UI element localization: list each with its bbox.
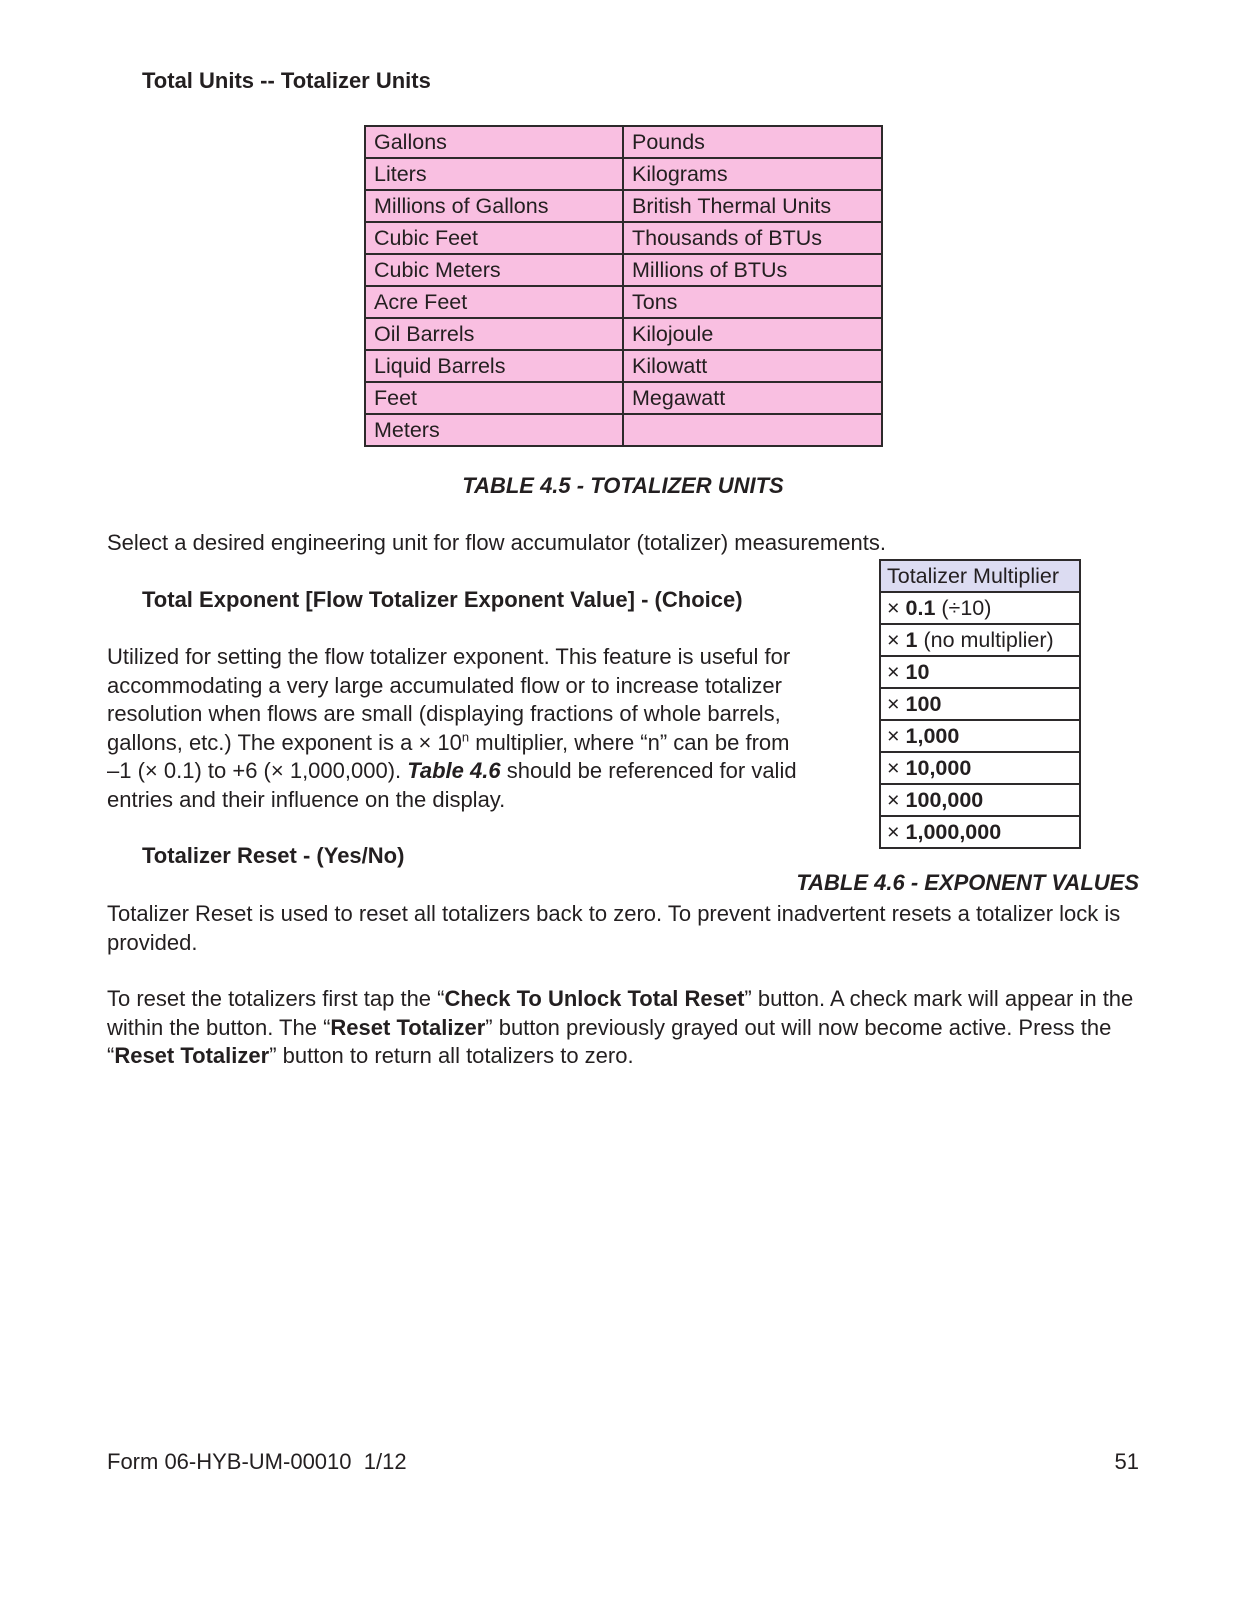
multiplier-value: 10	[905, 660, 930, 684]
instruction-text: “	[107, 1043, 115, 1068]
units-table-row	[365, 382, 882, 414]
multiplier-note: (no multiplier)	[917, 628, 1054, 652]
units-table-row	[365, 286, 882, 318]
exponent-text: should be referenced for valid	[500, 758, 797, 783]
exponent-table-row	[880, 624, 1080, 656]
reset-instruction-line	[107, 1014, 1147, 1043]
footer-form-number: Form 06-HYB-UM-00010 1/12	[107, 1449, 407, 1474]
total-exponent-paragraph	[107, 643, 827, 814]
volume-unit-cell: Cubic Meters	[365, 254, 623, 286]
mass-energy-unit-cell	[623, 414, 882, 446]
instruction-text: ” button. A check mark will appear in the	[744, 986, 1134, 1011]
exponent-table-row	[880, 816, 1080, 848]
multiplier-cell	[880, 656, 1080, 688]
mass-energy-unit-cell: Tons	[623, 286, 882, 318]
volume-unit-cell: Liquid Barrels	[365, 350, 623, 382]
instruction-text: ” button previously grayed out will now become active. Press the	[485, 1014, 1112, 1040]
reset-line: provided.	[107, 929, 198, 955]
mass-energy-unit-cell: Thousands of BTUs	[623, 222, 882, 254]
instruction-text: ” button to return all totalizers to zero.	[269, 1043, 634, 1068]
reset-instruction-line	[107, 985, 1147, 1014]
exponent-table-row	[880, 720, 1080, 752]
exponent-text: multiplier, where “n” can be from	[469, 729, 790, 755]
units-table-row	[365, 350, 882, 382]
unlock-button-name: Check To Unlock Total Reset	[444, 986, 745, 1011]
multiply-symbol: ×	[887, 820, 906, 844]
mass-energy-unit-cell: Millions of BTUs	[623, 254, 882, 286]
multiplier-cell	[880, 720, 1080, 752]
mass-energy-unit-cell: Kilojoule	[623, 318, 882, 350]
exponent-table-row	[880, 752, 1080, 784]
multiplier-value: 100	[905, 692, 942, 716]
multiplier-value: 1	[905, 628, 918, 652]
units-table-row	[365, 414, 882, 446]
total-exponent-heading: Total Exponent [Flow Totalizer Exponent Value] - (Choice)	[142, 587, 743, 612]
exponent-text: gallons, etc.) The exponent is a × 10	[107, 729, 462, 755]
exponent-superscript: n	[461, 729, 470, 745]
section-heading: Total Units -- Totalizer Units	[142, 68, 431, 93]
multiplier-cell	[880, 592, 1080, 624]
units-table-row	[365, 126, 882, 158]
volume-unit-cell: Acre Feet	[365, 286, 623, 318]
multiplier-value: 100,000	[905, 788, 984, 812]
exponent-table-header: Totalizer Multiplier	[880, 560, 1080, 592]
totalizer-units-table	[364, 125, 883, 447]
exponent-line	[107, 757, 827, 786]
reset-instructions-paragraph	[107, 985, 1147, 1071]
mass-energy-unit-cell: Kilowatt	[623, 350, 882, 382]
mass-energy-unit-cell: British Thermal Units	[623, 190, 882, 222]
exponent-line: resolution when flows are small (displaying fractions of whole barrels,	[107, 701, 781, 726]
volume-unit-cell: Liters	[365, 158, 623, 190]
volume-unit-cell: Gallons	[365, 126, 623, 158]
units-table-row	[365, 158, 882, 190]
units-table-row	[365, 318, 882, 350]
totalizer-reset-paragraph	[107, 900, 1147, 957]
multiplier-value: 1,000	[905, 724, 960, 748]
instruction-text: within the button. The “	[107, 1014, 331, 1040]
units-table-row	[365, 190, 882, 222]
volume-unit-cell: Meters	[365, 414, 623, 446]
multiply-symbol: ×	[887, 692, 906, 716]
exponent-values-table	[879, 559, 1081, 849]
reset-button-name: Reset Totalizer	[114, 1043, 270, 1068]
exponent-table-row	[880, 592, 1080, 624]
instruction-text: To reset the totalizers first tap the “	[107, 986, 445, 1011]
exponent-text: –1 (× 0.1) to +6 (× 1,000,000).	[107, 758, 408, 783]
multiplier-cell	[880, 816, 1080, 848]
exponent-line: Utilized for setting the flow totalizer exponent. This feature is useful for	[107, 644, 791, 669]
exponent-line: entries and their influence on the display.	[107, 786, 506, 812]
volume-unit-cell: Cubic Feet	[365, 222, 623, 254]
exponent-table-row	[880, 784, 1080, 816]
volume-unit-cell: Millions of Gallons	[365, 190, 623, 222]
page-number: 51	[1114, 1449, 1139, 1474]
multiply-symbol: ×	[887, 660, 906, 684]
mass-energy-unit-cell: Kilograms	[623, 158, 882, 190]
table-4-5-caption: TABLE 4.5 - TOTALIZER UNITS	[462, 473, 784, 498]
multiply-symbol: ×	[887, 628, 906, 652]
multiplier-note: (÷10)	[935, 596, 992, 620]
table-4-6-caption: TABLE 4.6 - EXPONENT VALUES	[796, 870, 1139, 895]
multiply-symbol: ×	[887, 596, 906, 620]
mass-energy-unit-cell: Pounds	[623, 126, 882, 158]
multiply-symbol: ×	[887, 788, 906, 812]
exponent-line: accommodating a very large accumulated flow or to increase totalizer	[107, 672, 782, 698]
reset-button-name: Reset Totalizer	[330, 1014, 486, 1040]
select-unit-text: Select a desired engineering unit for flow accumulator (totalizer) measurements.	[107, 530, 886, 555]
units-table-row	[365, 222, 882, 254]
units-table-row	[365, 254, 882, 286]
reset-instruction-line	[107, 1042, 1147, 1071]
exponent-table-header-row	[880, 560, 1080, 592]
multiplier-value: 1,000,000	[905, 820, 1002, 844]
totalizer-reset-heading: Totalizer Reset - (Yes/No)	[142, 843, 405, 868]
exponent-table-row	[880, 688, 1080, 720]
multiply-symbol: ×	[887, 756, 906, 780]
volume-unit-cell: Feet	[365, 382, 623, 414]
table-reference: Table 4.6	[407, 758, 501, 783]
multiplier-value: 10,000	[905, 756, 972, 780]
volume-unit-cell: Oil Barrels	[365, 318, 623, 350]
multiplier-cell	[880, 624, 1080, 656]
mass-energy-unit-cell: Megawatt	[623, 382, 882, 414]
multiplier-cell	[880, 784, 1080, 816]
multiplier-cell	[880, 688, 1080, 720]
multiplier-cell	[880, 752, 1080, 784]
exponent-line	[107, 729, 827, 758]
exponent-table-row	[880, 656, 1080, 688]
multiply-symbol: ×	[887, 724, 906, 748]
multiplier-value: 0.1	[905, 596, 936, 620]
reset-line: Totalizer Reset is used to reset all totalizers back to zero. To prevent inadvertent resets a totalizer lock is	[107, 901, 1121, 926]
